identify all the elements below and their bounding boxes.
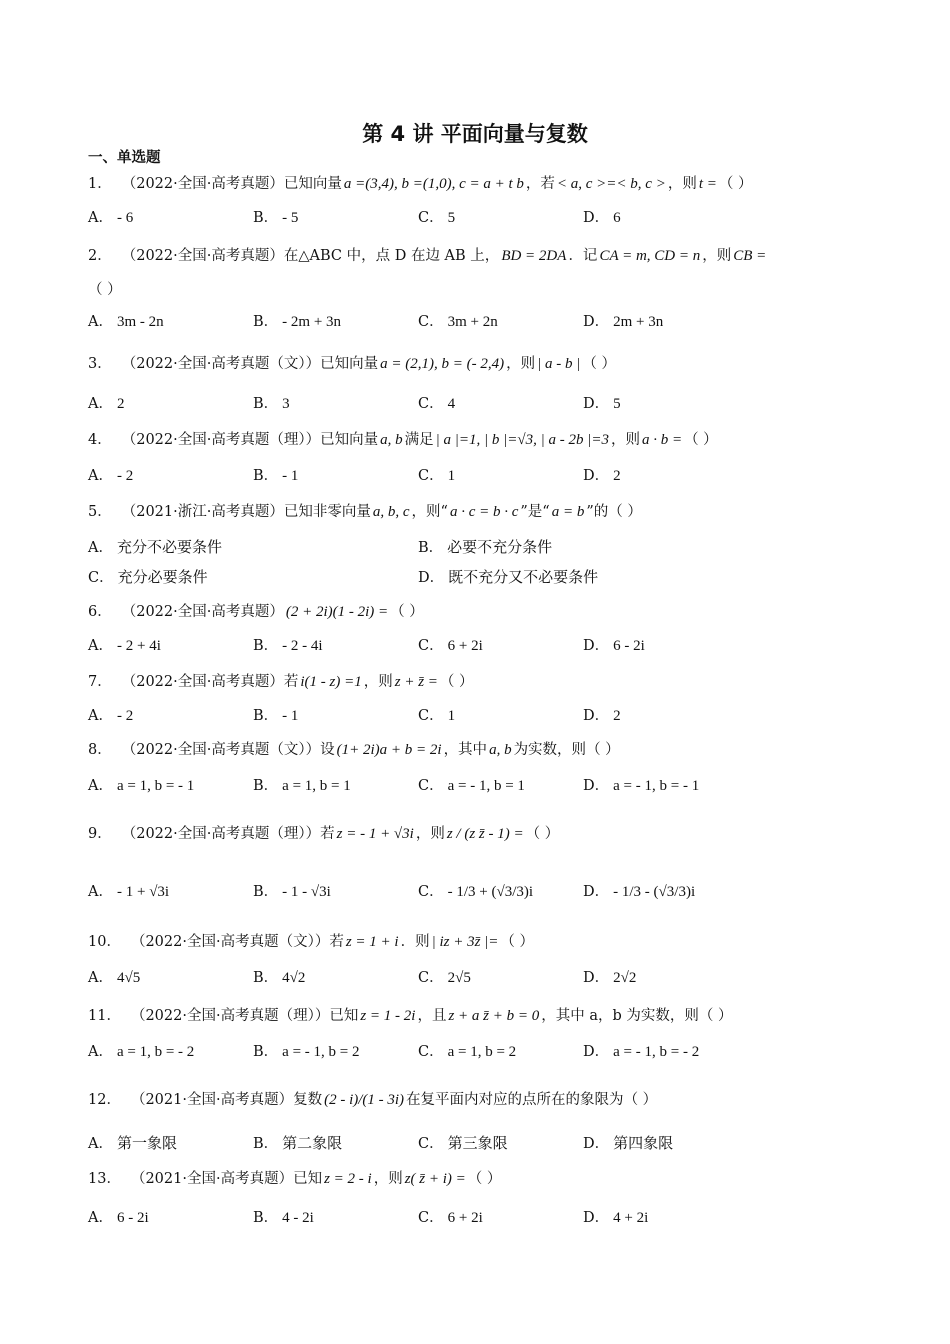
option-label: C． [88, 570, 114, 586]
option-a[interactable] [88, 634, 161, 655]
option-label: D． [583, 210, 610, 226]
question-text: ，则 [373, 1171, 403, 1187]
option-d[interactable] [583, 310, 663, 331]
answer-bracket: （ ） [586, 742, 620, 758]
question-source: （2022·全国·高考真题（文）） [130, 934, 330, 950]
option-label: A． [88, 210, 113, 226]
question-text: ，若 [525, 176, 555, 192]
question-continuation [88, 278, 828, 299]
option-value: 2 [116, 396, 125, 412]
option-value: 3 [282, 396, 290, 412]
option-b[interactable] [253, 1206, 314, 1227]
math-expression: z = 1 - 2i [360, 1008, 416, 1024]
option-value: 2m + 3n [613, 314, 664, 330]
option-label: A． [88, 540, 113, 556]
question-source: （2021·全国·高考真题） [130, 1171, 294, 1187]
option-value: - 2 [116, 468, 134, 484]
option-value: a = 1, b = - 2 [116, 1044, 195, 1060]
question-text: ，则 [610, 432, 640, 448]
option-label: D． [583, 884, 610, 900]
option-c[interactable] [418, 1040, 516, 1061]
option-c[interactable] [418, 704, 455, 725]
option-label: A． [88, 970, 113, 986]
math-expression: a =(3,4), b =(1,0), c = a + t b [343, 176, 524, 192]
option-c[interactable] [418, 1206, 483, 1227]
option-label: D． [583, 396, 610, 412]
question-number: 5． [88, 504, 112, 520]
option-value: - 6 [116, 210, 134, 226]
math-expression: z + a z̄ + b = 0 [448, 1008, 540, 1024]
option-label: A． [88, 468, 113, 484]
question-number: 2． [88, 248, 112, 264]
option-label: C． [418, 778, 444, 794]
math-expression: a, b [380, 432, 403, 448]
option-b[interactable] [253, 880, 331, 901]
question-source: （2022·全国·高考真题（理）） [121, 826, 321, 842]
option-label: B． [253, 638, 279, 654]
question-text: 若 [283, 674, 299, 690]
option-b[interactable] [253, 634, 323, 655]
option-value: 4√2 [282, 970, 306, 986]
option-label: A． [88, 638, 113, 654]
question-9 [88, 822, 828, 843]
option-value: 充分必要条件 [117, 570, 208, 586]
answer-bracket: （ ） [684, 432, 718, 448]
option-a[interactable] [88, 1132, 177, 1153]
option-label: D． [583, 708, 610, 724]
question-source: （2022·全国·高考真题） [121, 604, 284, 620]
math-expression: z / (z z̄ - 1) = [446, 826, 524, 842]
math-expression: (1+ 2i)a + b = 2i [336, 742, 442, 758]
math-expression: a = (2,1), b = (- 2,4) [380, 356, 505, 372]
question-text: ，则 [363, 674, 393, 690]
option-c[interactable] [418, 634, 483, 655]
option-value: a = 1, b = 1 [282, 778, 351, 794]
option-a[interactable] [88, 310, 164, 331]
answer-bracket: （ ） [88, 282, 122, 298]
answer-bracket: （ ） [467, 1171, 502, 1187]
math-expression: a · b = [641, 432, 683, 448]
question-number: 12． [88, 1092, 121, 1108]
question-number: 8． [88, 742, 112, 758]
option-value: - 1 [282, 708, 299, 724]
option-a[interactable] [88, 966, 140, 987]
question-text: ”是“ [520, 504, 550, 520]
option-label: C． [418, 468, 444, 484]
question-text: 复数 [293, 1092, 323, 1108]
question-number: 13． [88, 1171, 121, 1187]
option-label: B． [253, 778, 279, 794]
question-1 [88, 172, 828, 193]
question-4 [88, 428, 828, 449]
option-value: 既不充分又不必要条件 [448, 570, 599, 586]
question-source: （2021·浙江·高考真题） [121, 504, 284, 520]
option-d[interactable] [583, 464, 621, 485]
math-expression: i(1 - z) =1 [300, 674, 362, 690]
math-expression: | a |=1, | b |=√3, | a - 2b |=3 [435, 432, 609, 448]
option-a[interactable] [88, 1206, 149, 1227]
math-expression: z + z̄ = [394, 674, 438, 690]
math-expression: z = 2 - i [324, 1171, 372, 1187]
option-label: A． [88, 314, 113, 330]
option-label: B． [253, 210, 279, 226]
answer-bracket: （ ） [439, 674, 474, 690]
option-value: - 1/3 - (√3/3)i [613, 884, 696, 900]
option-value: 5 [447, 210, 456, 226]
question-number: 1． [88, 176, 112, 192]
question-number: 10． [88, 934, 121, 950]
option-c[interactable] [418, 206, 455, 227]
option-d[interactable] [583, 634, 645, 655]
option-d[interactable] [583, 206, 621, 227]
option-label: C． [418, 1044, 444, 1060]
option-value: a = - 1, b = - 1 [613, 778, 700, 794]
math-expression: a, b, c [372, 504, 410, 520]
option-value: - 2 [116, 708, 134, 724]
option-b[interactable] [253, 310, 341, 331]
option-label: B． [253, 1210, 279, 1226]
answer-bracket: （ ） [698, 1008, 733, 1024]
option-value: 必要不充分条件 [447, 540, 553, 556]
question-11 [88, 1004, 828, 1025]
math-expression: BD = 2DA [501, 248, 567, 264]
math-expression: (2 - i)/(1 - 3i) [324, 1092, 405, 1108]
option-value: - 1/3 + (√3/3)i [447, 884, 534, 900]
question-source: （2022·全国·高考真题） [121, 248, 284, 264]
option-label: C． [418, 970, 444, 986]
option-label: A． [88, 1210, 113, 1226]
option-a[interactable] [88, 206, 133, 227]
question-number: 11． [88, 1008, 121, 1024]
question-text: 已知向量 [283, 176, 342, 192]
question-10 [88, 930, 828, 951]
option-label: C． [418, 210, 444, 226]
option-label: B． [418, 540, 444, 556]
answer-bracket: （ ） [390, 604, 424, 620]
option-value: 第三象限 [447, 1136, 508, 1152]
math-expression: | iz + 3z̄ |= [431, 934, 499, 950]
question-number: 4． [88, 432, 112, 448]
answer-bracket: （ ） [582, 356, 616, 372]
question-text: 已知非零向量 [283, 504, 371, 520]
option-value: - 2 + 4i [116, 638, 161, 654]
option-d[interactable] [583, 1132, 673, 1153]
option-c[interactable] [418, 464, 455, 485]
option-label: D． [418, 570, 445, 586]
option-label: C． [418, 314, 444, 330]
question-text: ，则“ [411, 504, 448, 520]
math-expression: t = [698, 176, 717, 192]
option-d[interactable] [583, 1040, 699, 1061]
option-label: C． [418, 1136, 444, 1152]
option-label: C． [418, 884, 444, 900]
option-label: D． [583, 1136, 610, 1152]
question-text: ．记 [568, 248, 598, 264]
option-value: a = - 1, b = 1 [447, 778, 525, 794]
question-text: 若 [329, 934, 344, 950]
option-d[interactable] [418, 566, 598, 587]
answer-bracket: （ ） [500, 934, 535, 950]
question-text: ，则 [702, 248, 732, 264]
option-b[interactable] [253, 392, 290, 413]
option-c[interactable] [418, 966, 471, 987]
math-expression: z = 1 + i [345, 934, 399, 950]
question-5 [88, 500, 828, 521]
option-c[interactable] [88, 566, 208, 587]
option-value: 3m - 2n [116, 314, 164, 330]
option-value: - 1 [282, 468, 299, 484]
math-expression: CA = m, CD = n [599, 248, 701, 264]
option-b[interactable] [253, 1132, 342, 1153]
question-13 [88, 1167, 828, 1188]
page-title: 第 4 讲 平面向量与复数 [362, 122, 588, 146]
question-text: 已知向量 [320, 432, 379, 448]
option-value: 2 [613, 708, 621, 724]
question-text: ，其中 a，b 为实数，则 [541, 1008, 699, 1024]
question-text: 在△ABC 中，点 D 在边 AB 上， [283, 248, 500, 264]
option-value: - 1 + √3i [116, 884, 170, 900]
question-text: ．则 [400, 934, 430, 950]
option-value: 充分不必要条件 [116, 540, 222, 556]
option-value: 4 [447, 396, 456, 412]
option-value: 4√5 [116, 970, 141, 986]
option-label: B． [253, 468, 279, 484]
option-label: A． [88, 778, 113, 794]
option-a[interactable] [88, 536, 222, 557]
question-number: 9． [88, 826, 112, 842]
option-value: 6 [613, 210, 621, 226]
question-6 [88, 600, 828, 621]
question-number: 3． [88, 356, 112, 372]
option-c[interactable] [418, 774, 525, 795]
option-d[interactable] [583, 392, 621, 413]
option-value: - 2 - 4i [282, 638, 323, 654]
question-text: 已知 [293, 1171, 323, 1187]
option-label: C． [418, 708, 444, 724]
option-a[interactable] [88, 1040, 194, 1061]
option-label: B． [253, 1136, 279, 1152]
option-value: - 1 - √3i [282, 884, 331, 900]
option-label: B． [253, 970, 279, 986]
question-source: （2022·全国·高考真题（文）） [121, 356, 321, 372]
question-8 [88, 738, 828, 759]
question-number: 7． [88, 674, 112, 690]
question-source: （2022·全国·高考真题（理）） [130, 1008, 330, 1024]
option-value: a = - 1, b = - 2 [613, 1044, 700, 1060]
option-label: B． [253, 884, 279, 900]
math-expression: a · c = b · c [449, 504, 519, 520]
option-label: A． [88, 1044, 113, 1060]
option-label: A． [88, 884, 113, 900]
option-label: D． [583, 1210, 610, 1226]
math-expression: z = - 1 + √3i [336, 826, 414, 842]
option-label: A． [88, 1136, 113, 1152]
option-label: D． [583, 468, 610, 484]
question-number: 6． [88, 604, 112, 620]
option-label: D． [583, 970, 610, 986]
option-value: 6 + 2i [447, 638, 483, 654]
option-value: 第四象限 [613, 1136, 674, 1152]
option-label: C． [418, 396, 444, 412]
option-value: 2√5 [447, 970, 471, 986]
math-expression: (2 + 2i)(1 - 2i) = [285, 604, 389, 620]
option-d[interactable] [583, 704, 621, 725]
question-source: （2022·全国·高考真题） [121, 674, 284, 690]
option-d[interactable] [583, 880, 695, 901]
option-label: D． [583, 638, 610, 654]
option-a[interactable] [88, 774, 194, 795]
question-text: 为实数，则 [513, 742, 587, 758]
option-label: D． [583, 778, 610, 794]
option-c[interactable] [418, 880, 533, 901]
answer-bracket: （ ） [525, 826, 560, 842]
option-c[interactable] [418, 392, 455, 413]
answer-bracket: （ ） [623, 1092, 658, 1108]
option-a[interactable] [88, 392, 124, 413]
option-label: B． [253, 396, 279, 412]
math-expression: < a, c >=< b, c > [556, 176, 666, 192]
option-label: A． [88, 708, 113, 724]
option-label: D． [583, 314, 610, 330]
option-value: 3m + 2n [447, 314, 498, 330]
option-d[interactable] [583, 1206, 648, 1227]
option-value: 4 + 2i [613, 1210, 649, 1226]
option-b[interactable] [418, 536, 552, 557]
option-a[interactable] [88, 704, 133, 725]
option-label: C． [418, 638, 444, 654]
math-expression: | a - b | [537, 356, 581, 372]
option-value: 第二象限 [282, 1136, 343, 1152]
question-text: 设 [320, 742, 335, 758]
option-value: 6 - 2i [116, 1210, 149, 1226]
question-source: （2021·全国·高考真题） [130, 1092, 294, 1108]
option-label: C． [418, 1210, 444, 1226]
question-source: （2022·全国·高考真题（文）） [121, 742, 321, 758]
question-text: 在复平面内对应的点所在的象限为 [406, 1092, 624, 1108]
question-text: 已知 [329, 1008, 359, 1024]
option-value: a = - 1, b = 2 [282, 1044, 360, 1060]
option-value: 5 [613, 396, 621, 412]
question-source: （2022·全国·高考真题） [121, 176, 284, 192]
question-text: ，其中 [443, 742, 488, 758]
option-value: 1 [447, 468, 456, 484]
question-text: ，则 [506, 356, 536, 372]
option-a[interactable] [88, 880, 169, 901]
option-label: A． [88, 396, 113, 412]
option-value: 2 [613, 468, 621, 484]
question-source: （2022·全国·高考真题（理）） [121, 432, 321, 448]
option-b[interactable] [253, 206, 298, 227]
question-text: 已知向量 [320, 356, 379, 372]
option-b[interactable] [253, 1040, 359, 1061]
question-3 [88, 352, 828, 373]
option-label: D． [583, 1044, 610, 1060]
math-expression: CB = [733, 248, 767, 264]
option-value: a = 1, b = 2 [447, 1044, 517, 1060]
option-d[interactable] [583, 774, 699, 795]
option-value: 第一象限 [116, 1136, 177, 1152]
option-c[interactable] [418, 1132, 508, 1153]
question-text: ，则 [415, 826, 445, 842]
question-12 [88, 1088, 828, 1109]
option-d[interactable] [583, 966, 636, 987]
question-text: 若 [320, 826, 335, 842]
math-expression: a = b [551, 504, 585, 520]
option-value: 4 - 2i [282, 1210, 314, 1226]
question-text: 满足 [404, 432, 434, 448]
option-b[interactable] [253, 704, 298, 725]
answer-bracket: （ ） [718, 176, 753, 192]
option-b[interactable] [253, 464, 298, 485]
option-c[interactable] [418, 310, 498, 331]
option-b[interactable] [253, 966, 305, 987]
option-value: 6 - 2i [613, 638, 645, 654]
question-7 [88, 670, 828, 691]
option-value: - 2m + 3n [282, 314, 342, 330]
math-expression: z( z̄ + i) = [404, 1171, 466, 1187]
option-a[interactable] [88, 464, 133, 485]
question-2 [88, 244, 828, 265]
section-heading: 一、单选题 [88, 150, 161, 166]
question-text: ，则 [667, 176, 697, 192]
question-text: ，且 [417, 1008, 447, 1024]
option-label: B． [253, 1044, 279, 1060]
option-value: 1 [447, 708, 456, 724]
option-label: B． [253, 708, 279, 724]
option-value: 6 + 2i [447, 1210, 483, 1226]
option-value: 2√2 [613, 970, 637, 986]
option-b[interactable] [253, 774, 351, 795]
answer-bracket: ”的（ ） [586, 504, 642, 520]
option-value: a = 1, b = - 1 [116, 778, 195, 794]
math-expression: a, b [489, 742, 512, 758]
option-label: B． [253, 314, 279, 330]
option-value: - 5 [282, 210, 299, 226]
